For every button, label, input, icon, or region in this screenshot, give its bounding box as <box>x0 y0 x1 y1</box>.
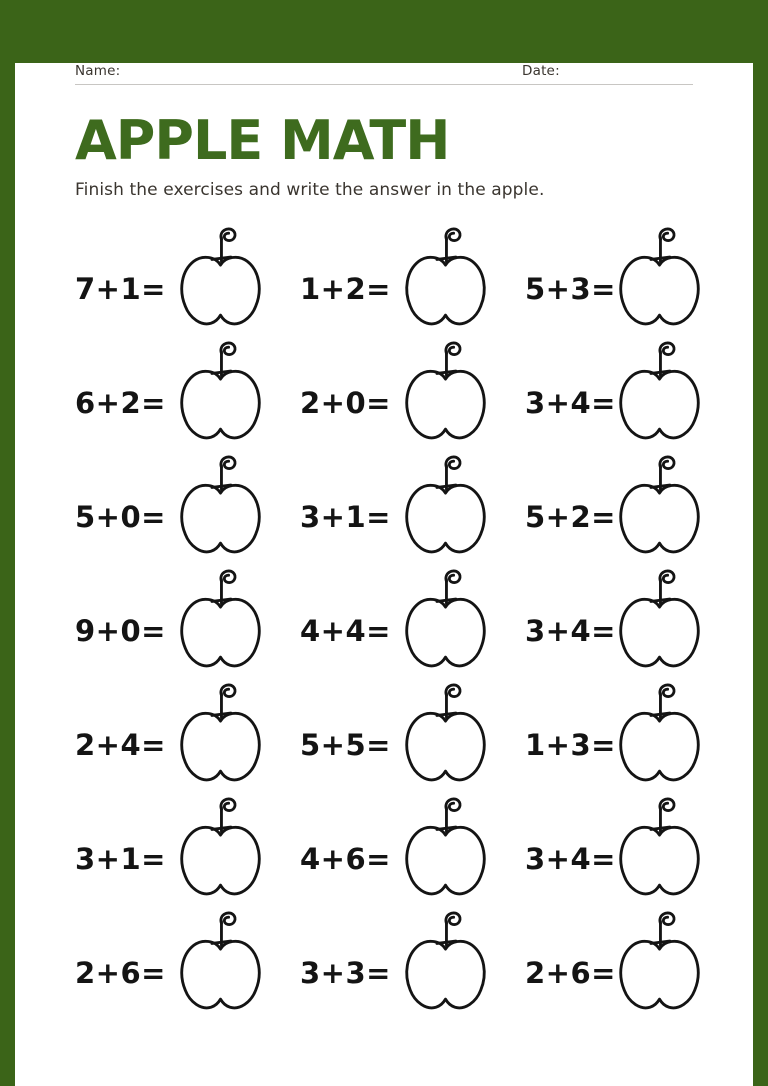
problem-cell <box>75 797 300 898</box>
apple-outline-icon <box>172 227 269 328</box>
problem-cell <box>75 569 300 670</box>
problem-cell <box>300 911 525 1012</box>
apple-outline-icon <box>611 569 708 670</box>
problem-cell <box>75 455 300 556</box>
equation-label: 6+2= <box>75 386 166 421</box>
page-title: APPLE MATH <box>75 109 450 172</box>
apple-outline-icon <box>172 797 269 898</box>
equation-label: 5+3= <box>525 272 616 307</box>
equation-label: 9+0= <box>75 614 166 649</box>
apple-outline-icon <box>611 797 708 898</box>
apple-outline-icon <box>397 683 494 784</box>
apple-outline-icon <box>611 683 708 784</box>
name-field-label: Name: <box>75 63 121 79</box>
problem-cell <box>75 227 300 328</box>
problem-cell <box>525 683 693 784</box>
equation-label: 1+2= <box>300 272 391 307</box>
apple-outline-icon <box>172 455 269 556</box>
apple-outline-icon <box>172 569 269 670</box>
problem-cell <box>525 797 693 898</box>
equation-label: 7+1= <box>75 272 166 307</box>
header-fields <box>75 63 693 85</box>
apple-outline-icon <box>397 797 494 898</box>
problem-cell <box>75 683 300 784</box>
equation-label: 5+2= <box>525 500 616 535</box>
problem-cell <box>525 455 693 556</box>
problem-cell <box>75 911 300 1012</box>
apple-outline-icon <box>397 455 494 556</box>
problem-cell <box>525 341 693 442</box>
problem-cell <box>300 683 525 784</box>
equation-label: 3+4= <box>525 614 616 649</box>
date-field-label: Date: <box>522 63 560 79</box>
apple-outline-icon <box>611 911 708 1012</box>
instructions-text: Finish the exercises and write the answer in the apple. <box>75 179 545 200</box>
equation-label: 2+0= <box>300 386 391 421</box>
equation-label: 3+1= <box>75 842 166 877</box>
equation-label: 3+1= <box>300 500 391 535</box>
problem-cell <box>525 911 693 1012</box>
equation-label: 5+5= <box>300 728 391 763</box>
apple-outline-icon <box>611 227 708 328</box>
problem-cell <box>300 227 525 328</box>
apple-outline-icon <box>397 227 494 328</box>
apple-outline-icon <box>397 341 494 442</box>
problem-cell <box>300 797 525 898</box>
apple-outline-icon <box>611 455 708 556</box>
equation-label: 3+4= <box>525 386 616 421</box>
apple-outline-icon <box>172 911 269 1012</box>
apple-outline-icon <box>611 341 708 442</box>
problem-cell <box>300 569 525 670</box>
equation-label: 2+6= <box>75 956 166 991</box>
equation-label: 3+3= <box>300 956 391 991</box>
problem-cell <box>525 569 693 670</box>
equation-label: 4+6= <box>300 842 391 877</box>
equation-label: 2+6= <box>525 956 616 991</box>
apple-outline-icon <box>172 683 269 784</box>
apple-outline-icon <box>397 911 494 1012</box>
problem-cell <box>300 341 525 442</box>
problem-cell <box>525 227 693 328</box>
equation-label: 5+0= <box>75 500 166 535</box>
problems-grid <box>75 227 693 1012</box>
problem-cell <box>75 341 300 442</box>
equation-label: 4+4= <box>300 614 391 649</box>
equation-label: 1+3= <box>525 728 616 763</box>
worksheet-sheet <box>15 63 753 1086</box>
equation-label: 3+4= <box>525 842 616 877</box>
problem-cell <box>300 455 525 556</box>
apple-outline-icon <box>397 569 494 670</box>
equation-label: 2+4= <box>75 728 166 763</box>
apple-outline-icon <box>172 341 269 442</box>
